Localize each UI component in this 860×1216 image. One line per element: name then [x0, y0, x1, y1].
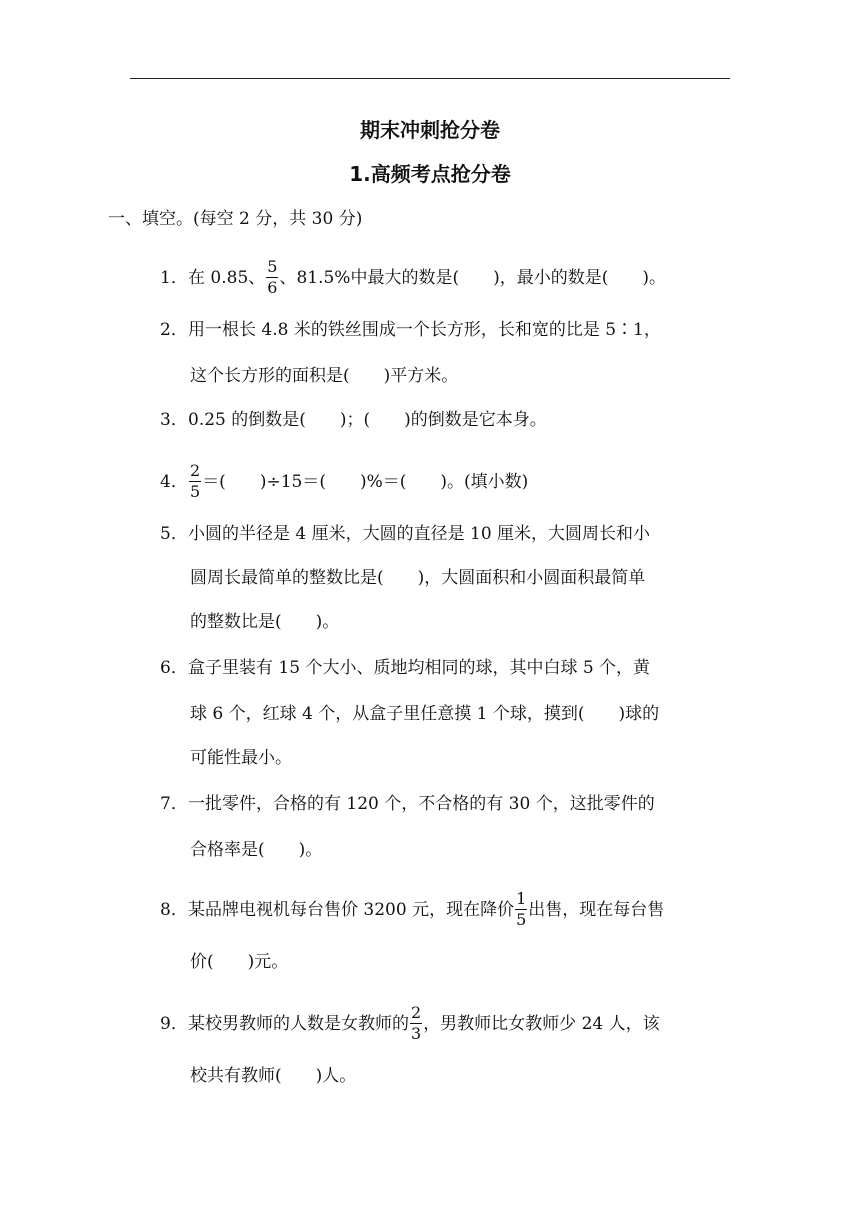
fraction-numerator: 5: [267, 257, 278, 276]
question-text: ，男教师比女教师少 24 人，该: [423, 1014, 660, 1034]
question-number: 3．: [160, 410, 188, 430]
question-number: 5．: [160, 524, 188, 544]
question-5-line-2: 圆周长最简单的整数比是( )，大圆面积和小圆面积最简单: [190, 568, 646, 588]
fraction-numerator: 2: [411, 1003, 422, 1022]
question-5-line-3: 的整数比是( )。: [190, 612, 340, 632]
question-text: 0.25 的倒数是( )；( )的倒数是它本身。: [188, 410, 547, 430]
question-2-line-2: 这个长方形的面积是( )平方米。: [190, 366, 459, 386]
fraction-denominator: 3: [411, 1024, 422, 1043]
fraction: [266, 257, 278, 298]
page-subtitle: 1.高频考点抢分卷: [349, 162, 511, 186]
question-number: 2．: [160, 320, 188, 340]
question-2: [160, 318, 661, 342]
question-text: 某校男教师的人数是女教师的: [188, 1014, 409, 1034]
question-text: 盒子里装有 15 个大小、质地均相同的球，其中白球 5 个，黄: [188, 658, 651, 678]
question-text: 出售，现在每台售: [528, 900, 665, 920]
fraction: [189, 461, 201, 502]
question-number: 7．: [160, 794, 188, 814]
question-1: [160, 258, 666, 299]
question-number: 8．: [160, 900, 188, 920]
fraction-numerator: 2: [190, 461, 201, 480]
fraction-denominator: 5: [190, 482, 201, 501]
question-3: [160, 408, 547, 432]
question-9: [160, 1004, 660, 1045]
question-text: ＝( )÷15＝( )%＝( )。(填小数): [202, 472, 529, 492]
question-8: [160, 890, 664, 931]
fraction-denominator: 5: [516, 910, 527, 929]
question-7-line-2: 合格率是( )。: [190, 840, 323, 860]
fraction-numerator: 1: [516, 889, 527, 908]
question-number: 9．: [160, 1014, 188, 1034]
question-text: 小圆的半径是 4 厘米，大圆的直径是 10 厘米，大圆周长和小: [188, 524, 651, 544]
question-8-line-2: 价( )元。: [190, 952, 289, 972]
question-number: 4．: [160, 472, 188, 492]
question-number: 6．: [160, 658, 188, 678]
question-text: 在 0.85、: [188, 268, 266, 288]
question-6-line-2: 球 6 个，红球 4 个，从盒子里任意摸 1 个球，摸到( )球的: [190, 704, 660, 724]
section-heading: 一、填空。(每空 2 分，共 30 分): [108, 209, 363, 229]
header-rule: [130, 78, 730, 79]
question-6-line-3: 可能性最小。: [190, 748, 292, 768]
question-text: 某品牌电视机每台售价 3200 元，现在降价: [188, 900, 515, 920]
question-5: [160, 522, 650, 546]
fraction-denominator: 6: [267, 278, 278, 297]
question-text: 一批零件，合格的有 120 个，不合格的有 30 个，这批零件的: [188, 794, 655, 814]
question-9-line-2: 校共有教师( )人。: [190, 1066, 357, 1086]
question-6: [160, 656, 650, 680]
question-7: [160, 792, 655, 816]
question-number: 1．: [160, 268, 188, 288]
fraction: [515, 889, 527, 930]
question-4: [160, 462, 528, 503]
question-text: 、81.5%中最大的数是( )，最小的数是( )。: [279, 268, 666, 288]
fraction: [410, 1003, 422, 1044]
question-text: 用一根长 4.8 米的铁丝围成一个长方形，长和宽的比是 5∶1，: [188, 320, 661, 340]
page-title: 期末冲刺抢分卷: [360, 118, 500, 142]
